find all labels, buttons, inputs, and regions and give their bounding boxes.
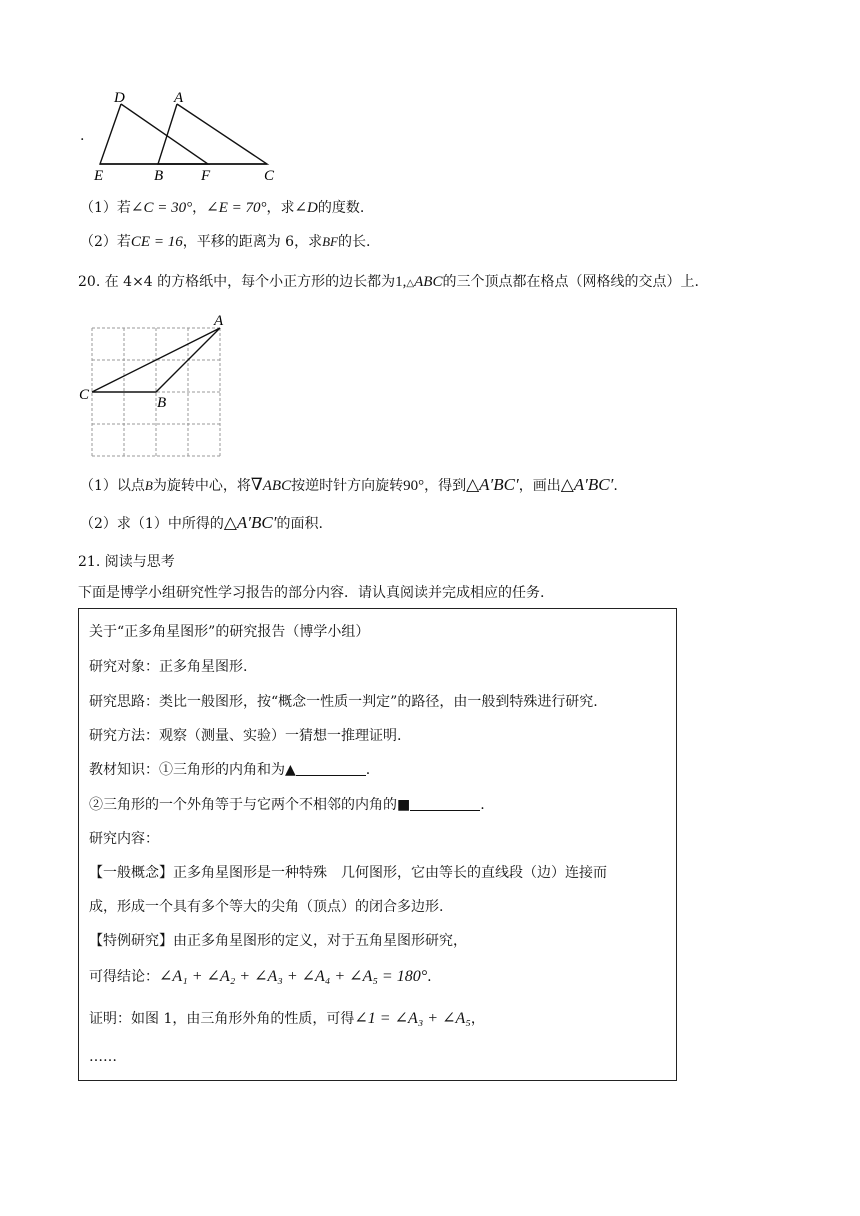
q20-stem: 20. 在 4×4 的方格纸中，每个小正方形的边长都为1,△ABC的三个顶点都在格点（网格线的交点）上.	[78, 274, 699, 290]
q20-part1: （1）以点B为旋转中心，将∇ABC按逆时针方向旋转90°，得到△A′BC′，画出△A′BC′.	[80, 475, 618, 494]
q19-part1: （1）若∠C = 30°，∠E = 70°，求∠D的度数.	[80, 200, 365, 216]
label-a: A	[174, 90, 184, 106]
proof-equation: ∠1 = ∠A₃ + ∠A₅	[354, 1010, 471, 1027]
report-content-label: 研究内容：	[89, 831, 159, 847]
q21-number: 21.	[78, 554, 101, 570]
conclusion-equation: ∠A₁ + ∠A₂ + ∠A₃ + ∠A₄ + ∠A₅ = 180°	[159, 968, 428, 985]
q19-part2: （2）若CE = 16，平移的距离为 6，求BF的长.	[80, 234, 371, 250]
triangle-abc	[158, 104, 267, 164]
q20-part2: （2）求（1）中所得的△A′BC′的面积.	[80, 513, 323, 532]
report-object: 研究对象：正多角星图形.	[89, 659, 248, 675]
report-conclusion: 可得结论：∠A₁ + ∠A₂ + ∠A₃ + ∠A₄ + ∠A₅ = 180°.	[89, 968, 432, 985]
q21-heading	[78, 552, 175, 572]
report-title: 关于“正多角星图形”的研究报告（博学小组）	[89, 624, 370, 640]
triangle-abc-grid	[92, 328, 220, 392]
q21-intro: 下面是博学小组研究性学习报告的部分内容．请认真阅读并完成相应的任务.	[78, 585, 545, 601]
label-c: C	[264, 168, 275, 182]
label-e: E	[94, 168, 104, 182]
q20-number: 20.	[78, 274, 101, 290]
label-b: B	[154, 168, 164, 182]
report-special-case: 【特例研究】由正多角星图形的定义，对于五角星图形研究，	[89, 933, 467, 949]
grid-label-c: C	[79, 387, 90, 403]
q21-title: 阅读与思考	[104, 554, 175, 570]
grid-label-b: B	[157, 395, 167, 411]
bf-var: BF	[322, 234, 338, 249]
label-d: D	[114, 90, 125, 106]
ce-value: CE = 16	[130, 234, 183, 250]
report-proof: 证明：如图 1，由三角形外角的性质，可得∠1 = ∠A₃ + ∠A₅，	[89, 1010, 485, 1027]
report-ellipsis: ……	[89, 1049, 117, 1065]
report-knowledge-1: 教材知识：①三角形的内角和为▲ .	[89, 762, 371, 778]
report-box	[78, 608, 677, 1081]
figure-dot: .	[80, 128, 85, 144]
translation-figure	[90, 86, 280, 182]
report-approach: 研究思路：类比一般图形，按“概念一性质一判定”的路径，由一般到特殊进行研究.	[89, 694, 598, 710]
blank-1[interactable]	[296, 761, 366, 776]
grid-label-a: A	[214, 313, 224, 329]
angle-c-value: ∠C = 30°	[130, 200, 193, 216]
report-method: 研究方法：观察（测量、实验）一猜想一推理证明.	[89, 728, 402, 744]
grid-figure	[74, 310, 234, 460]
label-f: F	[201, 168, 211, 182]
blank-2[interactable]	[410, 796, 480, 811]
angle-d: ∠D	[294, 200, 318, 216]
report-knowledge-2: ②三角形的一个外角等于与它两个不相邻的内角的■ .	[89, 797, 485, 813]
triangle-def	[100, 104, 208, 164]
angle-e-value: ∠E = 70°	[206, 200, 267, 216]
report-concept-1: 【一般概念】正多角星图形是一种特殊 几何图形，它由等长的直线段（边）连接而	[89, 865, 607, 881]
report-concept-2: 成，形成一个具有多个等大的尖角（顶点）的闭合多边形.	[89, 899, 444, 915]
